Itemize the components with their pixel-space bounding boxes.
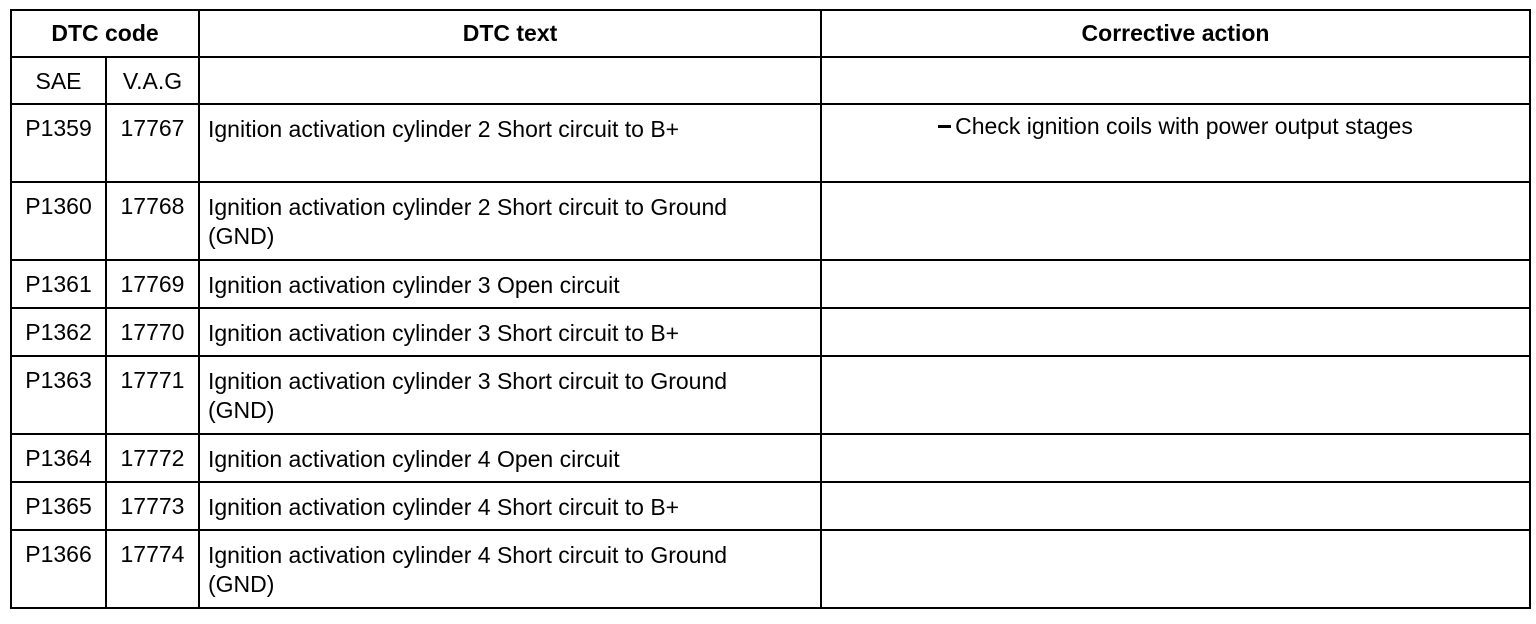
- table-row: [11, 260, 1530, 308]
- sae-code-cell: P1365: [11, 482, 106, 530]
- corrective-action-cell: [821, 434, 1530, 482]
- table-row: [11, 482, 1530, 530]
- subheader-empty-action: [821, 57, 1530, 104]
- vag-code-cell: 17771: [106, 356, 199, 434]
- vag-code-cell: 17774: [106, 530, 199, 608]
- vag-code-cell: 17769: [106, 260, 199, 308]
- corrective-action-cell: [821, 260, 1530, 308]
- dtc-text-cell: Ignition activation cylinder 4 Short circuit to Ground (GND): [199, 530, 821, 608]
- dtc-text-cell: Ignition activation cylinder 3 Short circuit to B+: [199, 308, 821, 356]
- vag-code-cell: 17767: [106, 104, 199, 182]
- header-corrective-action: Corrective action: [821, 10, 1530, 57]
- vag-code-cell: 17773: [106, 482, 199, 530]
- sae-code-cell: P1364: [11, 434, 106, 482]
- sae-code-cell: P1360: [11, 182, 106, 260]
- vag-code-cell: 17768: [106, 182, 199, 260]
- sae-code-cell: P1359: [11, 104, 106, 182]
- table-row: [11, 182, 1530, 260]
- header-row: [11, 10, 1530, 57]
- dtc-text-cell: Ignition activation cylinder 3 Open circuit: [199, 260, 821, 308]
- corrective-action-cell: [821, 104, 1530, 182]
- vag-code-cell: 17772: [106, 434, 199, 482]
- subheader-empty-text: [199, 57, 821, 104]
- corrective-action-cell: [821, 482, 1530, 530]
- subheader-row: [11, 57, 1530, 104]
- dtc-text-cell: Ignition activation cylinder 3 Short circuit to Ground (GND): [199, 356, 821, 434]
- header-dtc-code: DTC code: [11, 10, 199, 57]
- dtc-text-cell: Ignition activation cylinder 4 Open circuit: [199, 434, 821, 482]
- vag-code-cell: 17770: [106, 308, 199, 356]
- table-row: [11, 434, 1530, 482]
- corrective-action-cell: [821, 356, 1530, 434]
- table-row: [11, 530, 1530, 608]
- corrective-action-text: Check ignition coils with power output stages: [955, 113, 1413, 139]
- header-dtc-text: DTC text: [199, 10, 821, 57]
- dtc-text-cell: Ignition activation cylinder 2 Short circuit to Ground (GND): [199, 182, 821, 260]
- sae-code-cell: P1362: [11, 308, 106, 356]
- dash-bullet-icon: [938, 125, 951, 128]
- dtc-table: [10, 9, 1531, 609]
- corrective-action-cell: [821, 182, 1530, 260]
- table-row: [11, 308, 1530, 356]
- table-row: [11, 104, 1530, 182]
- subheader-vag: V.A.G: [106, 57, 199, 104]
- sae-code-cell: P1366: [11, 530, 106, 608]
- sae-code-cell: P1361: [11, 260, 106, 308]
- dtc-text-cell: Ignition activation cylinder 2 Short circuit to B+: [199, 104, 821, 182]
- dtc-text-cell: Ignition activation cylinder 4 Short circuit to B+: [199, 482, 821, 530]
- corrective-action-cell: [821, 530, 1530, 608]
- sae-code-cell: P1363: [11, 356, 106, 434]
- corrective-action-cell: [821, 308, 1530, 356]
- subheader-sae: SAE: [11, 57, 106, 104]
- table-row: [11, 356, 1530, 434]
